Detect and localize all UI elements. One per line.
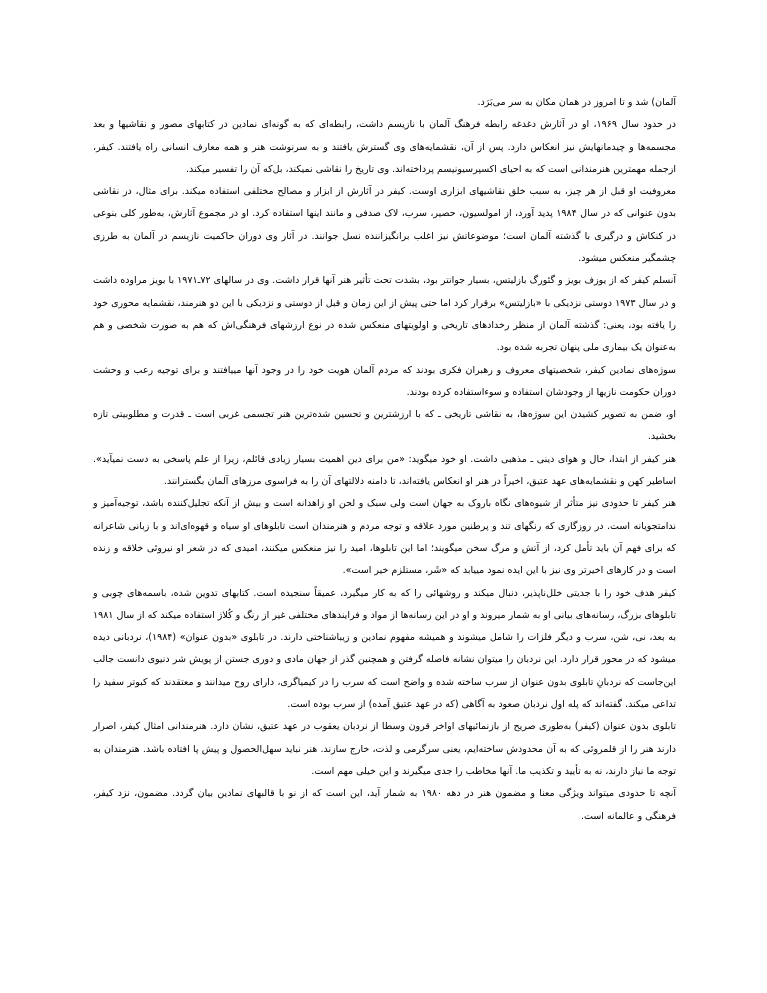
paragraph: سوژه‌های نمادین کیفر، شخصیتهای معروف و رهبران فکری بودند که مردم آلمان هویت خود را در وجود آنها مییافتند و برای توجیه رعب و وحشت دوران حکومت نازیها از وجودشان استفاده و سوءاستفاده کرده بودند. [93,364,676,398]
paragraph: هنر کیفر از ابتدا، حال و هوای دینی ـ مذهبی داشت. او خود میگوید: «من برای دین اهمیت بسیار زیادی قائلم، زیرا از علم پاسخی به دست نمیآید». اساطیر کهن و نقشمایه‌های عهد عتیق، اخیراً در هنر او انعکاس یافته‌اند، تا دامنه دلالتهای آن را به فراسوی مرزهای آلمان بگسترانند. [93,453,676,488]
paragraph: هنر کیفر تا حدودی نیز متأثر از شیوه‌های نگاه باروک به جهان است ولی سبک و لحن او زاهدانه است و بیش از آنکه تجلیل‌کننده باشد، توجیه‌آمیز و ندامتجویانه است. در روزگاری که رنگهای تند و پرطنین مورد علاقه و توجه مردم و هنرمندان است تابلوهای او سیاه و قهوه‌ای‌اند و با زبانی شاعرانه که برای فهم آن باید تأمل کرد، از آتش و مرگ سخن میگویند؛ اما این تابلوها، امید را نیز منعکس میکنند، امیدی که در شعر او نیروئی خلاقه و زنده است و در کارهای اخیرتر وی نیز با این ایده نمود مییابد که «شَر، مستلزم خیر است». [93,498,676,577]
paragraph: معروفیت او قبل از هر چیز، به سبب خلق نقاشیهای ابزاری اوست. کیفر در آثارش از ابزار و مصالح مختلفی استفاده میکند. برای مثال، در نقاشی بدون عنوانی که در سال ۱۹۸۴ پدید آورد، از امولسیون، حصیر، سرب، لاک صدفی و مانند اینها استفاده کرد. او در مجموع آثارش، به‌طور کلی بنوعی در کنکاش و درگیری با گذشته آلمان است؛ موضوعاتش نیز اغلب برانگیزاننده نسل جوانند. در آثار وی دوران حاکمیت نازیسم در آلمان به طرزی چشمگیر منعکس میشود. [93,186,676,265]
paragraph: آنسلم کیفر که از یوزف بویز و گئورگ بازلیتس، بسیار جوانتر بود، بشدت تحت تأثیر هنر آنها قرار داشت. وی در سالهای ۷۲ـ۱۹۷۱ با بویز مراوده داشت و در سال ۱۹۷۳ دوستی نزدیکی با «بازلیتس» برقرار کرد اما حتی پیش از این زمان و قبل از دوستی و نزدیکی با این دو هنرمند، نقشمایه محوری خود را یافته بود، یعنی: گذشته آلمان از منظر رخدادهای تاریخی و اولویتهای منعکس شده در نوع ارزشهای فرهنگی‌اش که هم به صورت شخصی و هم به‌عنوان یک بیماری ملی پنهان تجربه شده بود. [93,275,676,354]
paragraph: در حدود سال ۱۹۶۹، او در آثارش دغدغه رابطه فرهنگ آلمان با نازیسم داشت، رابطه‌ای که به گونه‌ای نمادین در کتابهای مصور و نقاشیها و بعد مجسمه‌ها و چیدمانهایش نیز انعکاس دارد. پس از آن، نقشمایه‌های وی گسترش یافتند و به سرنوشت هنر و همه معارف انسانی راه یافتند. کیفر، ازجمله مهمترین هنرمندانی است که به احیای اکسپرسیونیسم پرداخته‌اند. وی تاریخ را نقاشی نمیکند، بل‌که آن را تفسیر میکند. [93,119,677,175]
article-body [93,92,676,828]
paragraph: آلمان) شد و تا امروز در همان مکان به سر می‌بَرَد. [477,97,676,108]
paragraph: آنچه تا حدودی میتواند ویژگی معنا و مضمون هنر در دهه ۱۹۸۰ به شمار آید، این است که از نو با قالبهای نمادین بیان گردد. مضمون، نزد کیفر، فرهنگی و عالمانه است. [93,788,676,822]
paragraph: تابلوی بدون عنوان (کیفر) به‌طوری صریح از بازنمائیهای اواخر قرون وسطا از نردبان یعقوب در عهد عتیق، نشان دارد. هنرمندانی امثال کیفر، اصرار دارند هنر را از قلمروئی که به آن محدودش ساخته‌ایم، یعنی سرگرمی و لذت، خارج سازند. هنر نباید سهل‌الحصول و پیش پا افتاده باشد. هنرمندان به توجه ما نیاز دارند، نه به تأیید و تکذیب ما. آنها مخاطب را جدی میگیرند و این خیلی مهم است. [93,721,676,777]
paragraph: او، ضمن به تصویر کشیدن این سوژه‌ها، به نقاشی تاریخی ـ که با ارزشترین و تحسین شده‌ترین هنر تجسمی غربی است ـ قدرت و مطلوبیتی تازه بخشید. [93,409,676,443]
paragraph: کیفر هدف خود را با جدیتی خلل‌ناپذیر، دنبال میکند و روشهائی را که به کار میگیرد، عمیقاً سنجیده است. کتابهای تدوین شده، باسمه‌های چوبی و تابلوهای بزرگ، رسانه‌های بیانی او به شمار میروند و او در این رسانه‌ها از مواد و فرایندهای مختلفی غیر از رنگ و کُلاژ استفاده میکند که از سال ۱۹۸۱ به بعد، نی، شن، سرب و دیگر فلزات را شامل میشوند و همیشه مفهوم نمادین و زیباشناختی دارند. در تابلوی «بدون عنوان» (۱۹۸۴)، نردبانی دیده میشود که در محور قرار دارد. این نردبان را میتوان نشانه فاصله گرفتن و همچنین گذر از جهان مادی و دوری جستن از پویش شر دنیوی دانست جالب این‌جاست که نردبانِ تابلوی بدون عنوان از سرب ساخته شده و واضح است که سرب را در کیمیاگری، دارای روح میدانند و معتقدند که کبوتر سفید را تداعی میکند. گفته‌اند که پله اول نردبان صعود به آگاهی (که در عهد عتیق آمده) از سرب بوده است. [93,587,676,711]
